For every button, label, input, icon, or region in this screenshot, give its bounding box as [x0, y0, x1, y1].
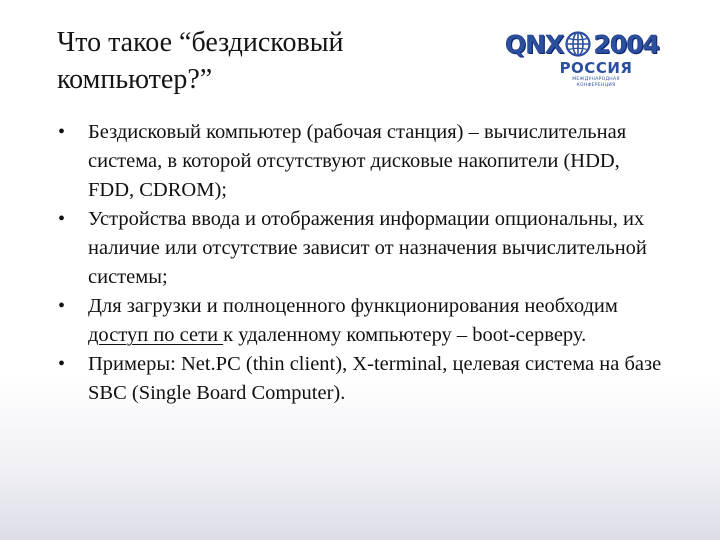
bullet-item: [57, 118, 667, 205]
logo-wordmark: [505, 28, 659, 60]
bullet-marker: •: [58, 208, 66, 230]
bullet-marker: •: [58, 121, 66, 143]
globe-icon: [565, 31, 591, 57]
slide-title: Что такое “бездисковый компьютер?”: [57, 27, 344, 95]
bullet-text: Бездисковый компьютер (рабочая станция) – вычислительная система, в которой отсутствуют дисковые накопители (HDD, FDD, CDROM);: [88, 121, 627, 201]
logo-subtitle: [553, 60, 639, 89]
network-access-link[interactable]: доступ по сети: [88, 324, 224, 346]
bullet-text-before: Для загрузки и полноценного функционирования необходим: [88, 295, 618, 317]
logo-conference: МЕЖДУНАРОДНАЯ КОНФЕРЕНЦИЯ: [572, 77, 620, 88]
bullet-text: Примеры: Net.PC (thin client), X-terminal, целевая система на базе SBC (Single Board Computer).: [88, 353, 662, 404]
bullet-text: Устройства ввода и отображения информации опциональны, их наличие или отсутствие зависит от назначения вычислительной системы;: [88, 208, 647, 288]
bullet-marker: •: [58, 295, 66, 317]
bullet-item: [57, 292, 667, 350]
logo-brand-left: QNX: [505, 29, 564, 59]
bullet-list: [57, 118, 667, 408]
logo-country: РОССИЯ: [559, 59, 633, 77]
qnx-2004-russia-logo: [505, 28, 691, 88]
logo-brand-right: 2004: [593, 29, 660, 59]
bullet-marker: •: [58, 353, 66, 375]
bullet-text-after: к удаленному компьютеру – boot-серверу.: [223, 324, 587, 346]
bullet-item: [57, 350, 667, 408]
bullet-item: [57, 205, 667, 292]
